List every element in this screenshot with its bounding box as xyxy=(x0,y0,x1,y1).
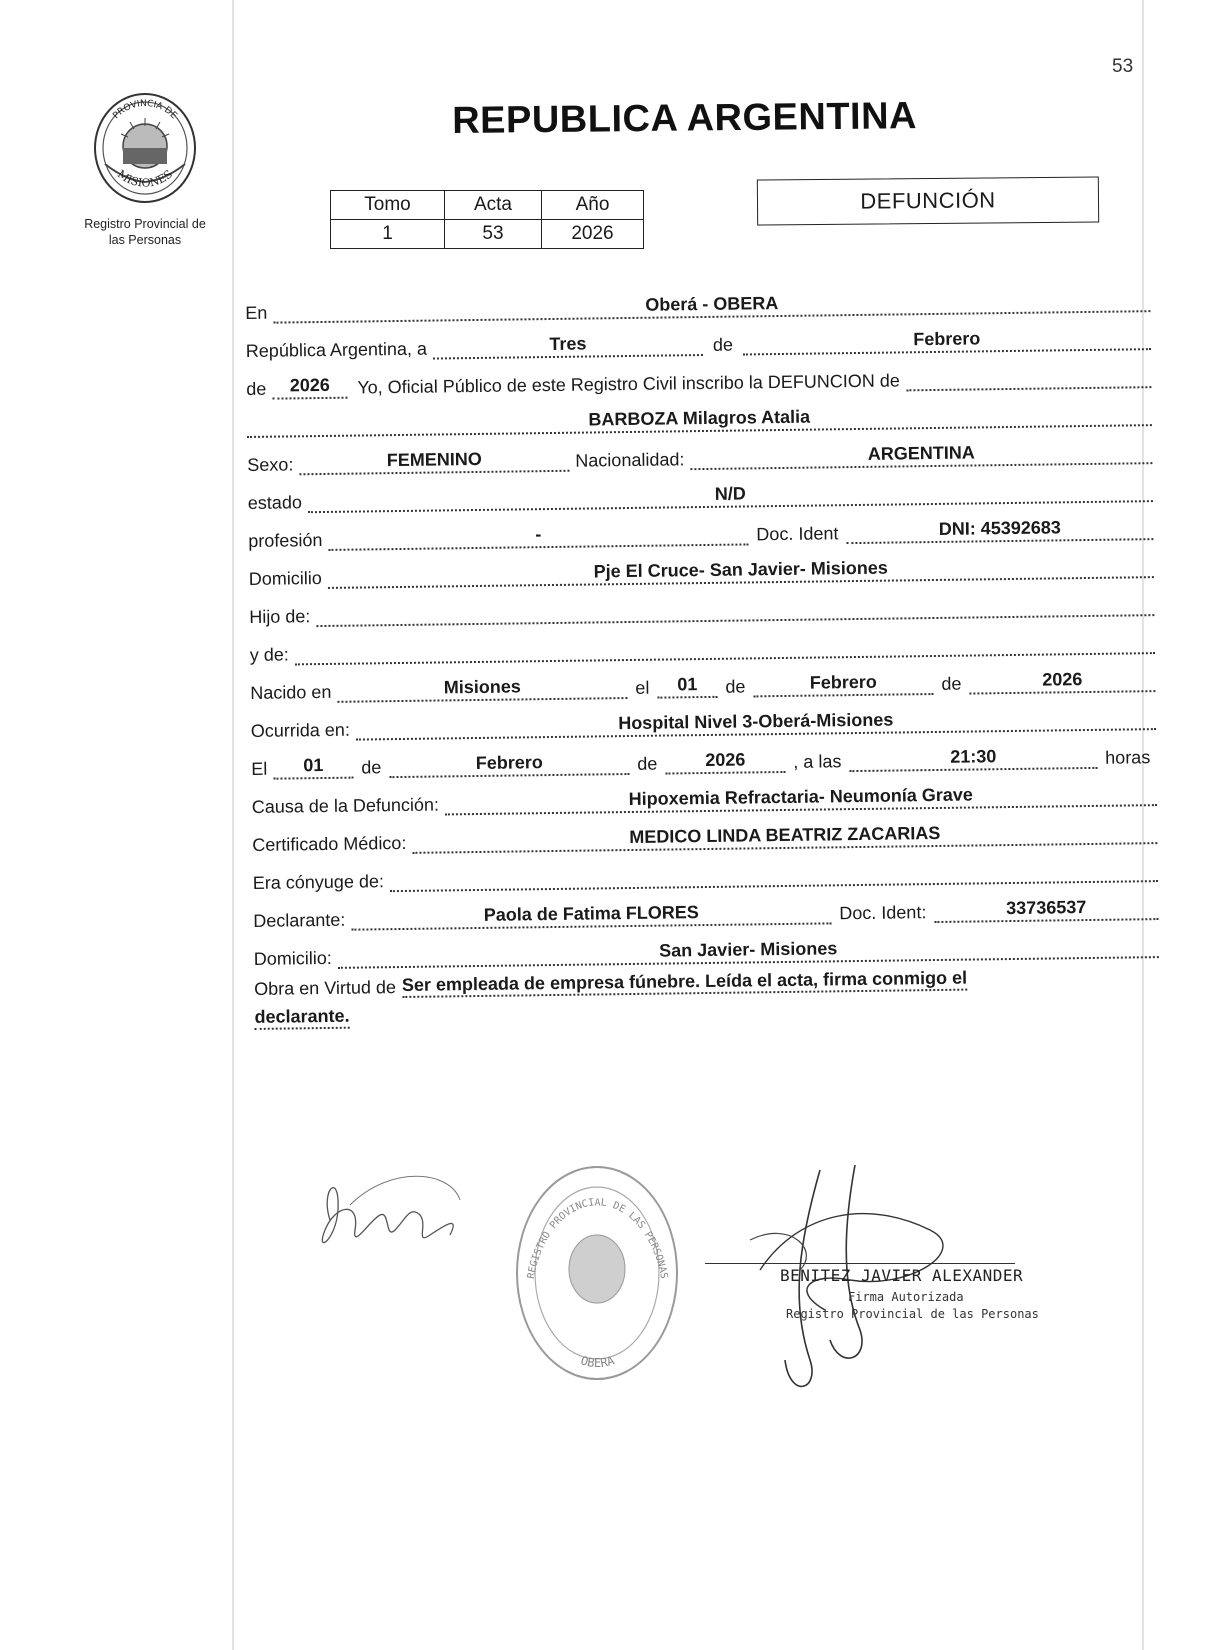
republica-label: República Argentina, a xyxy=(245,338,428,361)
obra-label: Obra en Virtud de xyxy=(254,977,397,999)
page-number: 53 xyxy=(1112,56,1134,77)
sexo-label: Sexo: xyxy=(247,454,294,475)
horas-label: horas xyxy=(1105,747,1151,768)
obra-text-line1: Ser empleada de empresa fúnebre. Leída el acta, firma conmigo el xyxy=(402,967,967,998)
anio-header: Año xyxy=(542,191,644,220)
domicilio2-value: San Javier- Misiones xyxy=(338,933,1159,969)
signature-area xyxy=(0,1160,1206,1490)
declarante-doc-label: Doc. Ident: xyxy=(839,902,927,924)
doc-ident-label: Doc. Ident xyxy=(756,523,839,545)
estado-value: N/D xyxy=(308,477,1153,513)
ocurrida-value: Hospital Nivel 3-Oberá-Misiones xyxy=(356,705,1156,740)
registry-caption xyxy=(60,216,230,248)
domicilio-value: Pje El Cruce- San Javier- Misiones xyxy=(328,553,1154,589)
year-value: 2026 xyxy=(272,374,347,400)
en-value: Oberá - OBERA xyxy=(273,287,1150,323)
svg-text:REGISTRO PROVINCIAL DE LAS PER: REGISTRO PROVINCIAL DE LAS PERSONAS xyxy=(525,1197,670,1280)
document-title: REPUBLICA ARGENTINA xyxy=(452,95,918,142)
nacionalidad-label: Nacionalidad: xyxy=(575,449,685,471)
month-text: Febrero xyxy=(743,325,1151,355)
domicilio2-label: Domicilio: xyxy=(253,947,332,969)
de-label: de xyxy=(712,334,734,355)
death-de-label: de xyxy=(361,757,382,778)
declarante-doc-value: 33736537 xyxy=(934,895,1158,923)
profesion-label: profesión xyxy=(248,530,323,551)
doc-ident-value: DNI: 45392683 xyxy=(846,515,1153,544)
tomo-header: Tomo xyxy=(331,191,445,220)
declarante-value: Paola de Fatima FLORES xyxy=(351,899,831,930)
official-signature-icon xyxy=(730,1160,990,1410)
causa-value: Hipoxemia Refractaria- Neumonía Grave xyxy=(445,781,1157,815)
nacido-month: Febrero xyxy=(753,670,933,697)
domicilio-label: Domicilio xyxy=(248,568,322,589)
registry-seal-icon xyxy=(510,1161,685,1386)
death-day: 01 xyxy=(273,754,353,780)
ocurrida-label: Ocurrida en: xyxy=(250,719,350,741)
causa-label: Causa de la Defunción: xyxy=(251,794,440,817)
el-label: El xyxy=(251,758,268,779)
en-label: En xyxy=(245,302,268,323)
official-signature-line xyxy=(705,1263,1015,1264)
svg-text:MISIONES: MISIONES xyxy=(114,167,175,190)
anio-value: 2026 xyxy=(542,220,644,249)
profesion-value: - xyxy=(328,520,748,550)
registry-table-value-row xyxy=(331,220,644,249)
certificado-label: Certificado Médico: xyxy=(252,832,407,855)
registry-caption-line2: las Personas xyxy=(108,233,182,247)
acta-header: Acta xyxy=(445,191,542,220)
nacido-de2-label: de xyxy=(941,673,962,694)
death-month: Febrero xyxy=(389,750,629,778)
death-year: 2026 xyxy=(665,748,785,775)
official-role-line2: Registro Provincial de las Personas xyxy=(786,1307,1039,1321)
nacido-place: Misiones xyxy=(337,674,627,703)
year-prefix-label: de xyxy=(246,378,267,399)
row-obra xyxy=(254,964,1159,1000)
declarant-signature-icon xyxy=(310,1160,480,1270)
day-text: Tres xyxy=(433,331,703,360)
a-las-label: , a las xyxy=(793,751,842,772)
certificado-value: MEDICO LINDA BEATRIZ ZACARIAS xyxy=(412,819,1157,854)
conyuge-label: Era cónyuge de: xyxy=(252,871,385,893)
y-de-label: y de: xyxy=(249,644,289,665)
svg-text:PROVINCIA DE: PROVINCIA DE xyxy=(111,98,179,122)
nacionalidad-value: ARGENTINA xyxy=(690,439,1152,470)
tomo-value: 1 xyxy=(331,220,445,249)
death-de2-label: de xyxy=(637,753,658,774)
nacido-year: 2026 xyxy=(969,667,1155,694)
obra-text-line2: declarante. xyxy=(254,1005,349,1030)
sexo-value: FEMENINO xyxy=(299,447,569,476)
declarante-label: Declarante: xyxy=(253,909,346,931)
official-name: BENITEZ JAVIER ALEXANDER xyxy=(780,1266,1024,1285)
death-time: 21:30 xyxy=(849,744,1097,772)
nacido-day: 01 xyxy=(657,673,717,699)
death-record-form xyxy=(245,274,1160,1030)
acta-value: 53 xyxy=(445,220,542,249)
deceased-name: BARBOZA Milagros Atalia xyxy=(247,401,1152,438)
hijo-de-label: Hijo de: xyxy=(249,606,311,627)
inscription-text: Yo, Oficial Público de este Registro Civil inscribo la DEFUNCION de xyxy=(357,370,901,398)
registry-table xyxy=(330,190,644,249)
nacido-label: Nacido en xyxy=(250,681,332,703)
misiones-emblem-icon xyxy=(85,86,205,206)
nacido-de-label: de xyxy=(725,676,746,697)
province-emblem-block xyxy=(60,86,230,248)
registry-table-header-row xyxy=(331,191,644,220)
document-type-box: DEFUNCIÓN xyxy=(757,177,1099,226)
registry-caption-line1: Registro Provincial de xyxy=(84,217,206,231)
official-role-line1: Firma Autorizada xyxy=(848,1290,964,1304)
nacido-el-label: el xyxy=(635,677,650,698)
estado-label: estado xyxy=(247,492,303,513)
svg-text:OBERA: OBERA xyxy=(578,1353,617,1371)
